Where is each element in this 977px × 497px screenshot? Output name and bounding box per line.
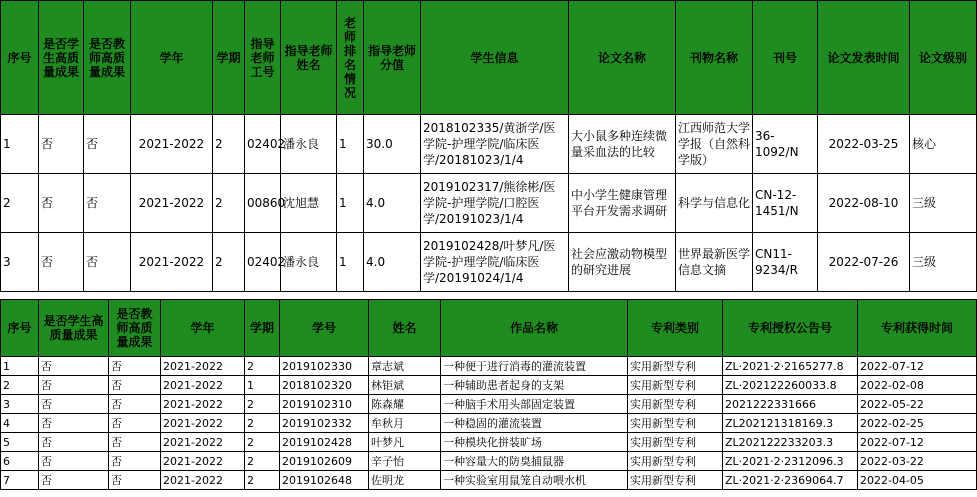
- table-cell: 2021-2022: [131, 233, 213, 292]
- table-cell: 2019102332: [280, 414, 369, 433]
- table-cell: 1: [245, 376, 280, 395]
- table-cell: ZL202121318169.3: [723, 414, 858, 433]
- patent-column-header: 是否教师高质量成果: [109, 300, 161, 357]
- thesis-column-header: 是否教师高质量成果: [84, 1, 131, 115]
- table-row: [1, 433, 977, 452]
- table-cell: 否: [39, 357, 109, 376]
- table-cell: 中小学生健康管理平台开发需求调研: [569, 174, 676, 233]
- patent-table-body: [1, 357, 977, 490]
- table-cell: 一种实验室用鼠笼自动喂水机: [441, 471, 628, 490]
- thesis-column-header: 学期: [213, 1, 245, 115]
- table-cell: 实用新型专利: [628, 452, 723, 471]
- table-cell: 2021-2022: [161, 414, 245, 433]
- table-cell: 否: [109, 376, 161, 395]
- table-cell: 2: [245, 433, 280, 452]
- table-cell: 一种便于进行消毒的灌流装置: [441, 357, 628, 376]
- table-cell: 02402: [245, 233, 281, 292]
- patent-table: [0, 299, 977, 490]
- table-cell: 5: [1, 433, 39, 452]
- thesis-column-header: 指导老师姓名: [281, 1, 337, 115]
- table-cell: 2022-03-25: [818, 115, 910, 174]
- table-row: [1, 471, 977, 490]
- table-cell: 否: [39, 174, 84, 233]
- table-cell: 一种模块化拼装旷场: [441, 433, 628, 452]
- table-cell: 否: [39, 414, 109, 433]
- table-cell: ZL·202122260033.8: [723, 376, 858, 395]
- table-cell: 2021-2022: [131, 174, 213, 233]
- table-cell: 否: [109, 471, 161, 490]
- table-cell: 2018102320: [280, 376, 369, 395]
- table-cell: 4.0: [364, 174, 421, 233]
- table-cell: 3: [1, 395, 39, 414]
- table-cell: 世界最新医学信息文摘: [676, 233, 753, 292]
- patent-column-header: 姓名: [369, 300, 441, 357]
- table-cell: 2019102310: [280, 395, 369, 414]
- table-cell: 1: [337, 233, 364, 292]
- thesis-column-header: 论文级别: [910, 1, 977, 115]
- table-cell: 36-1092/N: [753, 115, 818, 174]
- table-row: [1, 115, 977, 174]
- table-row: [1, 174, 977, 233]
- table-cell: 2021-2022: [161, 471, 245, 490]
- thesis-table-body: [1, 115, 977, 292]
- table-cell: 实用新型专利: [628, 433, 723, 452]
- thesis-column-header: 指导老师分值: [364, 1, 421, 115]
- table-cell: 科学与信息化: [676, 174, 753, 233]
- table-cell: 1: [1, 115, 39, 174]
- table-cell: 2019102428: [280, 433, 369, 452]
- table-cell: 实用新型专利: [628, 471, 723, 490]
- table-cell: 沈旭慧: [281, 174, 337, 233]
- table-cell: 2022-08-10: [818, 174, 910, 233]
- table-cell: 否: [39, 376, 109, 395]
- table-cell: 1: [337, 174, 364, 233]
- table-cell: 大小鼠多种连续微量采血法的比较: [569, 115, 676, 174]
- table-cell: 核心: [910, 115, 977, 174]
- thesis-column-header: 指导老师工号: [245, 1, 281, 115]
- table-cell: 一种脑手术用头部固定装置: [441, 395, 628, 414]
- table-cell: 02402: [245, 115, 281, 174]
- table-cell: 4.0: [364, 233, 421, 292]
- table-cell: 否: [109, 452, 161, 471]
- thesis-column-header: 是否学生高质量成果: [39, 1, 84, 115]
- table-cell: 江西师范大学学报（自然科学版）: [676, 115, 753, 174]
- table-cell: 2022-04-05: [858, 471, 977, 490]
- table-cell: 2022-07-12: [858, 357, 977, 376]
- table-cell: 否: [84, 233, 131, 292]
- table-cell: 6: [1, 452, 39, 471]
- patent-column-header: 学号: [280, 300, 369, 357]
- table-cell: 2021-2022: [161, 357, 245, 376]
- thesis-header-row: [1, 1, 977, 115]
- thesis-column-header: 刊号: [753, 1, 818, 115]
- patent-column-header: 学期: [245, 300, 280, 357]
- table-cell: 一种稳固的灌流装置: [441, 414, 628, 433]
- table-cell: 章志斌: [369, 357, 441, 376]
- table-cell: 2019102330: [280, 357, 369, 376]
- table-cell: 2021-2022: [161, 452, 245, 471]
- table-cell: ZL·2021·2·2165277.8: [723, 357, 858, 376]
- table-cell: 2: [245, 395, 280, 414]
- table-cell: 否: [39, 115, 84, 174]
- table-cell: 否: [39, 433, 109, 452]
- table-row: [1, 452, 977, 471]
- table-cell: 2019102648: [280, 471, 369, 490]
- table-cell: 2021-2022: [161, 395, 245, 414]
- table-cell: ZL·2021·2·2312096.3: [723, 452, 858, 471]
- table-cell: 3: [1, 233, 39, 292]
- table-cell: 00860: [245, 174, 281, 233]
- table-cell: CN-12-1451/N: [753, 174, 818, 233]
- table-cell: 1: [337, 115, 364, 174]
- table-cell: 否: [84, 115, 131, 174]
- table-cell: 否: [39, 471, 109, 490]
- table-cell: ZL202122233203.3: [723, 433, 858, 452]
- table-cell: CN11-9234/R: [753, 233, 818, 292]
- table-cell: 2: [213, 233, 245, 292]
- table-cell: 一种容量大的防臭捕鼠器: [441, 452, 628, 471]
- table-cell: 陈森耀: [369, 395, 441, 414]
- thesis-column-header: 学生信息: [421, 1, 569, 115]
- table-cell: 2019102317/熊徐彬/医学院-护理学院/口腔医学/20191023/1/4: [421, 174, 569, 233]
- table-cell: 2: [1, 376, 39, 395]
- table-row: [1, 414, 977, 433]
- table-cell: 佐明龙: [369, 471, 441, 490]
- table-cell: ZL·2021·2·2369064.7: [723, 471, 858, 490]
- table-cell: 30.0: [364, 115, 421, 174]
- thesis-column-header: 论文名称: [569, 1, 676, 115]
- table-cell: 实用新型专利: [628, 395, 723, 414]
- table-cell: 2: [245, 357, 280, 376]
- patent-column-header: 序号: [1, 300, 39, 357]
- table-cell: 2021222331666: [723, 395, 858, 414]
- table-cell: 否: [109, 433, 161, 452]
- table-cell: 实用新型专利: [628, 414, 723, 433]
- table-cell: 2: [245, 452, 280, 471]
- patent-column-header: 作品名称: [441, 300, 628, 357]
- patent-column-header: 学年: [161, 300, 245, 357]
- table-cell: 2: [245, 471, 280, 490]
- table-row: [1, 357, 977, 376]
- table-cell: 2021-2022: [161, 376, 245, 395]
- table-cell: 潘永良: [281, 115, 337, 174]
- table-cell: 否: [109, 414, 161, 433]
- table-cell: 1: [1, 357, 39, 376]
- table-row: [1, 233, 977, 292]
- table-cell: 潘永良: [281, 233, 337, 292]
- table-cell: 否: [39, 233, 84, 292]
- table-cell: 否: [84, 174, 131, 233]
- table-cell: 林钜斌: [369, 376, 441, 395]
- table-cell: 一种辅助患者起身的支架: [441, 376, 628, 395]
- table-cell: 2: [245, 414, 280, 433]
- table-cell: 三级: [910, 233, 977, 292]
- table-cell: 2022-07-26: [818, 233, 910, 292]
- table-row: [1, 376, 977, 395]
- table-cell: 7: [1, 471, 39, 490]
- table-cell: 2: [1, 174, 39, 233]
- thesis-column-header: 老师排名情况: [337, 1, 364, 115]
- table-cell: 实用新型专利: [628, 376, 723, 395]
- thesis-column-header: 论文发表时间: [818, 1, 910, 115]
- patent-column-header: 专利类别: [628, 300, 723, 357]
- table-cell: 否: [39, 395, 109, 414]
- table-cell: 2021-2022: [131, 115, 213, 174]
- table-cell: 否: [109, 357, 161, 376]
- table-cell: 2: [213, 115, 245, 174]
- table-cell: 2021-2022: [161, 433, 245, 452]
- table-cell: 三级: [910, 174, 977, 233]
- table-cell: 2022-05-22: [858, 395, 977, 414]
- table-cell: 叶梦凡: [369, 433, 441, 452]
- table-cell: 辛子怡: [369, 452, 441, 471]
- table-cell: 4: [1, 414, 39, 433]
- table-row: [1, 395, 977, 414]
- patent-column-header: 专利授权公告号: [723, 300, 858, 357]
- thesis-column-header: 序号: [1, 1, 39, 115]
- table-cell: 2022-02-08: [858, 376, 977, 395]
- table-cell: 2: [213, 174, 245, 233]
- patent-column-header: 专利获得时间: [858, 300, 977, 357]
- table-cell: 否: [39, 452, 109, 471]
- table-cell: 2022-03-22: [858, 452, 977, 471]
- table-cell: 否: [109, 395, 161, 414]
- table-cell: 2019102428/叶梦凡/医学院-护理学院/临床医学/20191024/1/4: [421, 233, 569, 292]
- table-cell: 社会应激动物模型的研究进展: [569, 233, 676, 292]
- thesis-column-header: 学年: [131, 1, 213, 115]
- patent-column-header: 是否学生高质量成果: [39, 300, 109, 357]
- table-cell: 实用新型专利: [628, 357, 723, 376]
- patent-header-row: [1, 300, 977, 357]
- thesis-column-header: 刊物名称: [676, 1, 753, 115]
- table-cell: 牟秋月: [369, 414, 441, 433]
- table-cell: 2022-02-25: [858, 414, 977, 433]
- table-cell: 2019102609: [280, 452, 369, 471]
- table-cell: 2018102335/黄浙学/医学院-护理学院/临床医学/20181023/1/4: [421, 115, 569, 174]
- table-cell: 2022-07-12: [858, 433, 977, 452]
